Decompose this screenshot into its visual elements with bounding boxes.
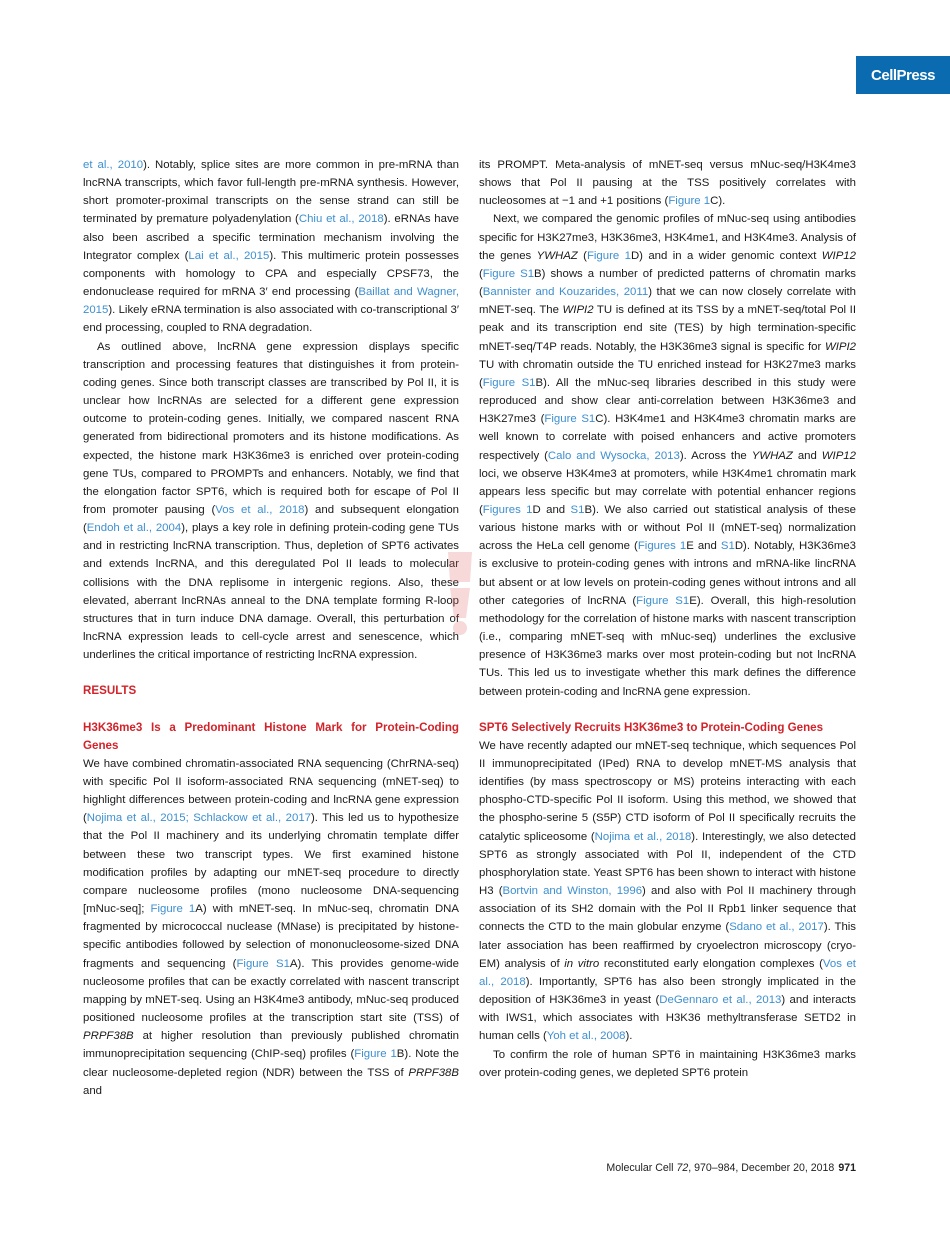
journal-citation-pre: Molecular Cell — [606, 1162, 677, 1174]
citation-link[interactable]: Bannister and Kouzarides, 2011 — [482, 286, 649, 299]
citation-link[interactable]: S1 — [570, 503, 585, 516]
text-run: D) and in a wider genomic context — [630, 249, 822, 262]
text-run: ). This later association has been reaffirmed by cryoelectron microscopy (cryo-EM) analysis of — [479, 921, 857, 970]
text-run: B). We also carried out statistical analysis of these various histone marks with or without Pol II (mNET-seq) normalization across the HeLa cell genome ( — [479, 503, 856, 553]
citation-link[interactable]: Endoh et al., 2004 — [86, 522, 182, 535]
citation-link[interactable]: et al., 2010 — [83, 159, 144, 171]
text-run: To confirm the role of human SPT6 in maintaining H3K36me3 marks over protein-coding genes, we depleted SPT6 protein — [479, 1048, 856, 1079]
citation-link[interactable]: Sdano et al., 2017 — [729, 921, 824, 934]
citation-link[interactable]: S1 — [720, 540, 735, 553]
left-column — [83, 156, 459, 1100]
page-footer — [480, 1162, 856, 1174]
citation-link[interactable]: DeGennaro et al., 2013 — [659, 994, 782, 1007]
text-run: ( — [577, 249, 587, 262]
text-run: C). H3K4me1 and H3K4me3 chromatin marks are well known to correlate with poised enhancers and active promoters respectively ( — [479, 413, 856, 462]
text-run: and — [83, 1084, 103, 1097]
citation-link[interactable]: Calo and Wysocka, 2013 — [547, 449, 680, 462]
journal-citation-post: , 970–984, December 20, 2018 — [688, 1162, 835, 1174]
citation-link[interactable]: Lai et al., 2015 — [188, 249, 270, 262]
citation-link[interactable]: Nojima et al., 2015; Schlackow et al., 2017 — [86, 812, 311, 825]
text-run: ). Importantly, SPT6 has also been strongly implicated in the deposition of H3K36me3 in yeast ( — [479, 975, 856, 1007]
citation-link[interactable]: Figures 1 — [637, 540, 687, 553]
citation-link[interactable]: Figure 1 — [668, 195, 711, 208]
text-run: ) and subsequent elongation ( — [83, 503, 459, 535]
citation-link[interactable]: Figure S1 — [236, 957, 290, 970]
citation-link[interactable]: Chiu et al., 2018 — [298, 213, 384, 226]
citation-link[interactable]: Figure 1 — [354, 1048, 397, 1061]
text-run: E and — [686, 540, 721, 553]
right-column — [479, 156, 856, 1082]
citation-link[interactable]: Vos et al., 2018 — [215, 503, 305, 516]
paragraph — [83, 338, 459, 665]
text-run: ). Notably, splice sites are more common in pre-mRNA than lncRNA transcripts, which favor full-length pre-mRNA synthesis. However, short promoter-proximal transcripts on the sense strand can still be terminated by premature polyadenylation ( — [83, 159, 459, 226]
text-run: reconstituted early elongation complexes ( — [599, 957, 823, 970]
page-number: 971 — [838, 1162, 856, 1174]
text-run: and — [792, 449, 822, 462]
text-run: B). All the mNuc-seq libraries described in this study were reproduced and show clear anti-correlation between H3K36me3 and H3K27me3 ( — [479, 376, 857, 426]
paragraph — [479, 156, 856, 210]
citation-link[interactable]: Nojima et al., 2018 — [594, 830, 692, 843]
paragraph — [479, 210, 856, 700]
italic-text: WIPI2 — [824, 340, 856, 353]
text-run: D and — [532, 503, 571, 516]
text-run: ) and also with Pol II machinery through association of its SH2 domain with the Pol II Rpb1 linker sequence that connects the CTD to the main globular enzyme ( — [479, 885, 856, 934]
text-run: We have combined chromatin-associated RNA sequencing (ChrRNA-seq) with specific Pol II isoform-associated RNA sequencing (mNET-seq) to highlight differences between protein-coding and lncRNA gene expression ( — [83, 757, 459, 825]
italic-text: WIP12 — [821, 449, 856, 462]
italic-text: WIPI2 — [562, 304, 594, 317]
italic-text: in vitro — [564, 957, 600, 970]
citation-link[interactable]: Figure S1 — [636, 594, 690, 607]
text-run: at higher resolution than previously published chromatin immunoprecipitation sequencing (ChIP-seq) profiles ( — [83, 1030, 459, 1061]
citation-link[interactable]: Figure S1 — [544, 413, 596, 426]
text-run: TU with chromatin outside the TU enriched instead for H3K27me3 marks ( — [479, 358, 856, 389]
paragraph — [83, 156, 459, 338]
text-run: D). Notably, H3K36me3 is exclusive to protein-coding genes with introns and mRNA-like lincRNA but absent or at low levels on protein-coding genes without introns and all other categories of lncRNA ( — [479, 540, 856, 607]
cellpress-logo: CellPress — [856, 56, 950, 94]
italic-text: YWHAZ — [536, 249, 578, 262]
citation-link[interactable]: Bortvin and Winston, 1996 — [502, 885, 643, 898]
text-run: E). Overall, this high-resolution methodology for the correlation of histone marks with nascent transcription (i.e., comparing mNET-seq with mNuc-seq) underlines the exclusive presence of H3K36me3 marks over most protein-coding but not lncRNA TUs. This led us to investigate whether this mark defines the difference between protein-coding and lncRNA gene expression. — [479, 594, 856, 698]
text-run: C). — [710, 195, 726, 208]
section-heading-results: RESULTS — [83, 684, 137, 698]
citation-link[interactable]: Vos et al., 2018 — [479, 957, 856, 988]
text-run: its PROMPT. Meta-analysis of mNET-seq versus mNuc-seq/H3K4me3 shows that Pol II pausing at the TSS positively correlates with nucleosomes at −1 and +1 positions ( — [479, 159, 856, 208]
text-run: Next, we compared the genomic profiles of mNuc-seq using antibodies specific for H3K27me3, H3K36me3, H3K4me1, and H3K4me3. Analysis of the genes — [479, 213, 856, 262]
citation-link[interactable]: Figure 1 — [150, 903, 196, 916]
text-run: ). Interestingly, we also detected SPT6 as strongly associated with Pol II, independent of the CTD phosphorylation state. Yeast SPT6 has been shown to interact with histone H3 ( — [479, 830, 856, 898]
text-run: ). This multimeric protein possesses components with homology to CPA and especially CPSF73, the endonuclease required for mRNA 3′ end processing ( — [83, 249, 460, 299]
paragraph — [83, 755, 459, 1100]
italic-text: PRPF38B — [83, 1030, 134, 1043]
text-run: TU is defined at its TSS by a mNET-seq/total Pol II peak and its transcription end site (TES) by high termination-specific mNET-seq/T4P reads. Notably, the H3K36me3 signal is specific for — [479, 304, 856, 353]
paragraph — [479, 1046, 856, 1082]
text-run: As outlined above, lncRNA gene expression displays specific transcription and processing features that distinguishes it from protein-coding genes. Since both transcript classes are transcribed by Pol II, it is unclear how lncRNAs are selected for a different gene expression outcome to protein-coding genes. Initially, we compared nascent RNA generated from bidirectional promoters and its histone modifications. As expected, the histone mark H3K36me3 is enriched over protein-coding gene TUs, compared to PROMPTs and enhancers. Notably, we find that the elongation factor SPT6, which is required both for escape of Pol II from promoter pausing ( — [83, 340, 459, 516]
text-run: A) with mNET-seq. In mNuc-seq, chromatin DNA fragmented by micrococcal nuclease (MNase) is precipitated by histone-specific antibodies followed by selection of mononucleosome-sized DNA fragments and sequencing ( — [83, 903, 460, 970]
citation-link[interactable]: Figure S1 — [482, 267, 535, 280]
text-run: B) shows a number of predicted patterns of chromatin marks ( — [479, 267, 856, 299]
text-run: loci, we observe H3K4me3 at promoters, while H3K4me1 chromatin mark appears less specific but may correlate with potential enhancer regions ( — [479, 467, 856, 516]
text-run: ) that we can now closely correlate with mNET-seq. The — [479, 286, 856, 317]
text-run: A). This provides genome-wide nucleosome profiles that can be exactly correlated with nascent transcript mapping by mNET-seq. Using an H3K4me3 antibody, mNuc-seq produced positioned nucleosome profiles at the transcription start site (TSS) of — [83, 957, 459, 1025]
citation-link[interactable]: Figure 1 — [586, 249, 631, 262]
text-run: We have recently adapted our mNET-seq technique, which sequences Pol II immunoprecipitated (IPed) RNA to develop mNET-MS analysis that identifies (by mass spectroscopy or MS) proteins interacting with each phospho-CTD-specific Pol II isoform. Using this method, we showed that the phospho-serine 5 (S5P) CTD isoform of Pol II specifically recruits the catalytic spliceosome ( — [479, 739, 856, 843]
text-run: ), plays a key role in defining protein-coding gene TUs and in restricting lncRNA transcription. Thus, depletion of SPT6 activates and extends lncRNA, and this deregulated Pol II leads to molecular collisions with the DNA replisome in intergenic regions. Also, these elevated, aberrant lncRNAs anneal to the DNA template forming R-loop structures that in turn induce DNA damage. Overall, this perturbation of lncRNA expression leads to cell-cycle arrest and senescence, which underlines the critical importance of restricting lncRNA expression. — [83, 522, 459, 662]
citation-link[interactable]: Figure S1 — [482, 376, 536, 389]
text-run: ). Across the — [679, 449, 752, 462]
text-run: ). eRNAs have also been ascribed a specific termination mechanism involving the Integrator complex ( — [83, 213, 459, 262]
journal-volume: 72 — [676, 1162, 689, 1174]
text-run: ). Likely eRNA termination is also associated with co-transcriptional 3′ end processing, coupled to RNA degradation. — [83, 304, 459, 335]
watermark-stamp — [440, 548, 480, 638]
italic-text: PRPF38B — [408, 1066, 459, 1079]
citation-link[interactable]: Figures 1 — [482, 503, 533, 516]
citation-link[interactable]: Baillat and Wagner, 2015 — [83, 286, 459, 317]
paragraph — [479, 737, 856, 1046]
italic-text: WIP12 — [821, 249, 856, 262]
text-run: ). This led us to hypothesize that the Pol II machinery and its underlying chromatin template differ between these two transcript types. We first examined histone modification profiles by adapting our mNET-seq procedure to directly compare nucleosome profiles (mono nucleosome DNA-sequencing [mNuc-seq]; — [83, 812, 459, 916]
citation-link[interactable]: Yoh et al., 2008 — [546, 1030, 626, 1043]
subsection-heading: H3K36me3 Is a Predominant Histone Mark for Protein-Coding Genes — [83, 720, 459, 752]
text-run: ) and interacts with IWS1, which associates with H3K36 methyltransferase SETD2 in human cells ( — [479, 994, 857, 1043]
text-run: ). — [625, 1030, 633, 1043]
italic-text: YWHAZ — [751, 449, 793, 462]
subsection-heading: SPT6 Selectively Recruits H3K36me3 to Protein-Coding Genes — [479, 720, 824, 734]
text-run: ( — [479, 267, 483, 280]
text-run: B). Note the clear nucleosome-depleted region (NDR) between the TSS of — [83, 1048, 460, 1079]
